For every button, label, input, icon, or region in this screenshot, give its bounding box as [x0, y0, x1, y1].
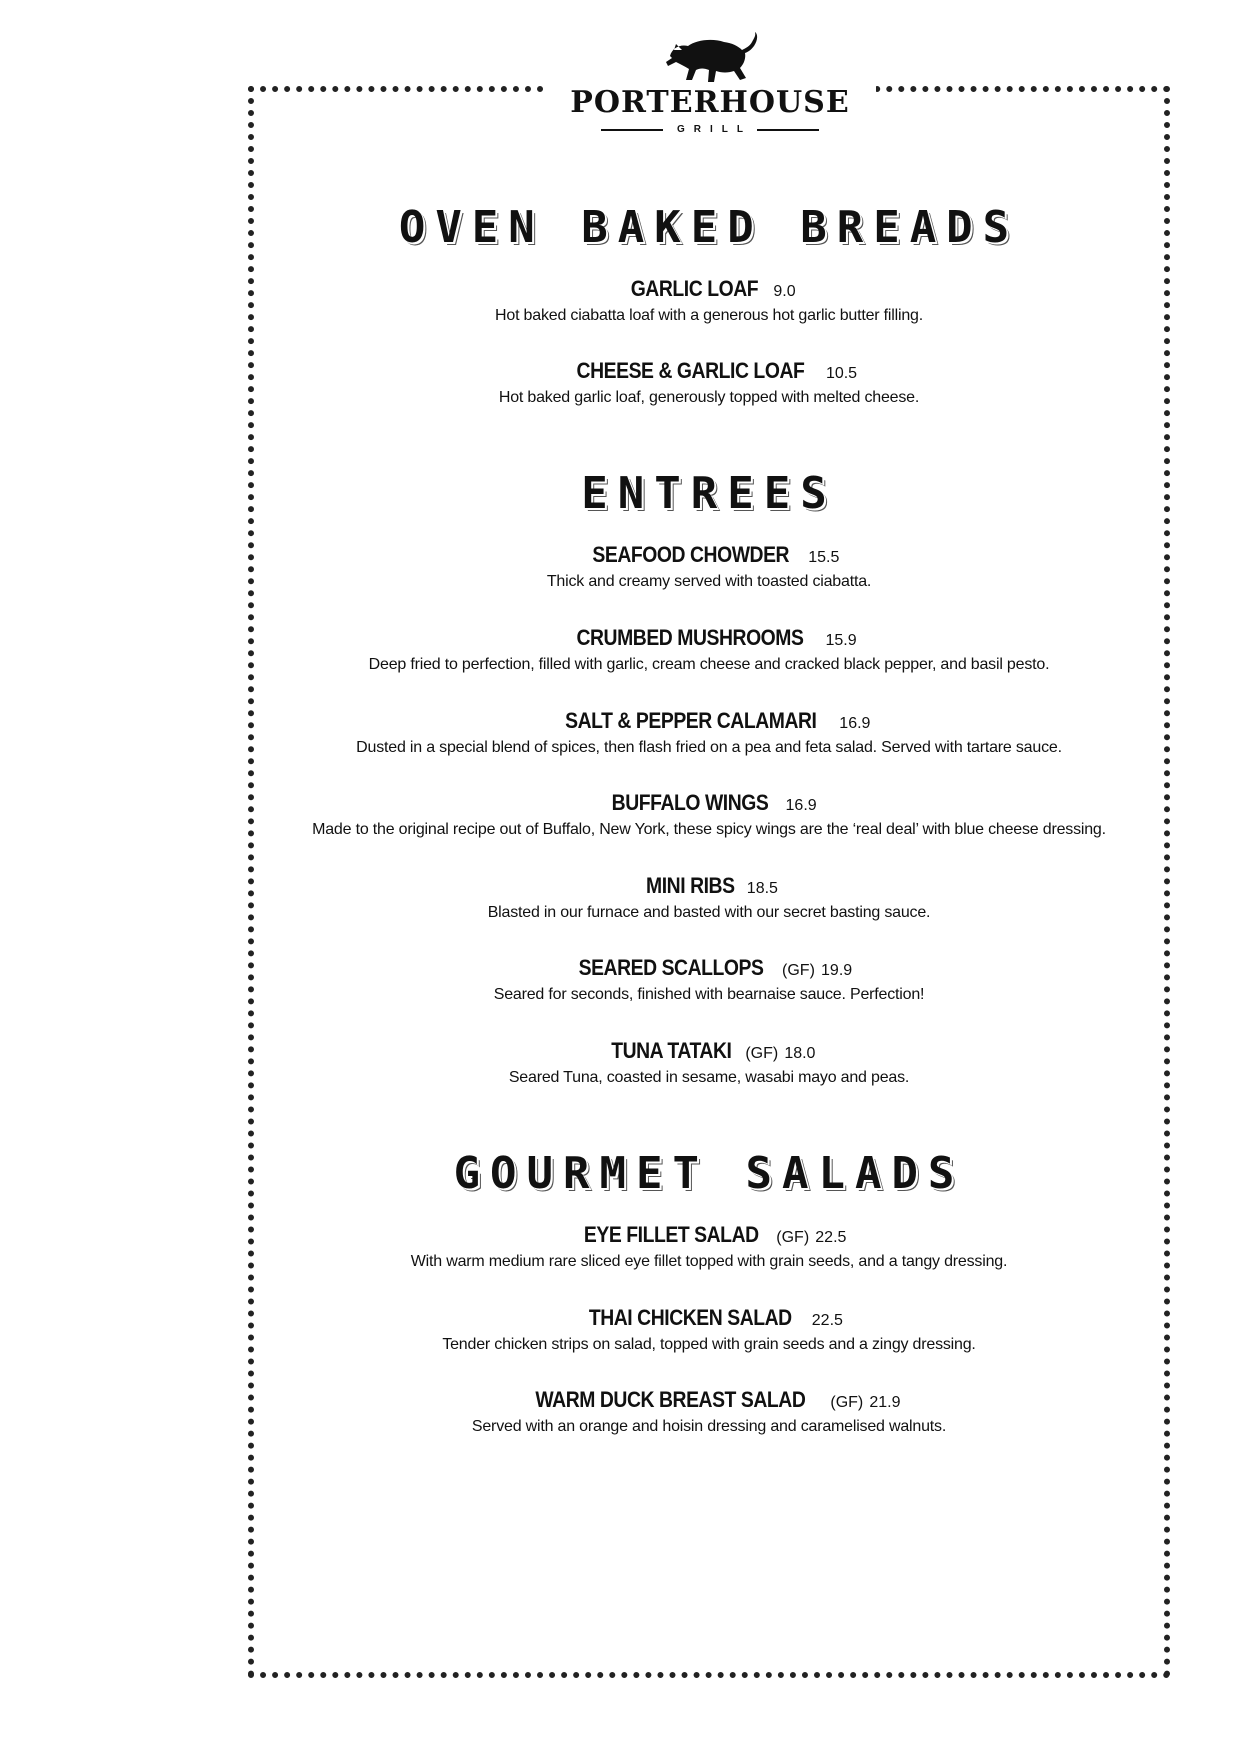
brand-subtitle — [560, 124, 860, 135]
menu-item — [248, 1222, 1170, 1273]
item-name: MINI RIBS — [646, 873, 735, 898]
item-name: EYE FILLET SALAD — [583, 1222, 759, 1247]
item-name: SEAFOOD CHOWDER — [592, 542, 789, 567]
item-name: BUFFALO WINGS — [612, 790, 769, 815]
subtitle-rule-left — [601, 129, 663, 131]
subtitle-rule-right — [757, 129, 819, 131]
menu-item — [248, 708, 1170, 759]
item-price: 22.5 — [815, 1229, 847, 1246]
item-name: SEARED SCALLOPS — [578, 955, 764, 980]
item-price: 19.9 — [821, 962, 853, 979]
item-name: TUNA TATAKI — [610, 1038, 731, 1063]
item-name: CHEESE & GARLIC LOAF — [576, 358, 805, 383]
item-description: Tender chicken strips on salad, topped with grain seeds and a zingy dressing. — [442, 1336, 976, 1353]
item-tag: (GF) — [782, 962, 815, 979]
menu-item — [248, 1038, 1170, 1089]
item-tag: (GF) — [776, 1229, 810, 1246]
brand-name: PORTERHOUSE — [570, 85, 850, 120]
item-price: 10.5 — [825, 365, 858, 382]
menu-item — [248, 1387, 1170, 1438]
item-description: Seared for seconds, finished with bearnaise sauce. Perfection! — [493, 986, 925, 1003]
item-price: 16.9 — [839, 715, 871, 732]
section-entrees — [248, 468, 1170, 519]
menu-item — [248, 790, 1170, 841]
item-price: 18.0 — [784, 1045, 816, 1062]
menu-item — [248, 873, 1170, 924]
item-description: Thick and creamy served with toasted ciabatta. — [546, 573, 872, 590]
item-description: Served with an orange and hoisin dressing and caramelised walnuts. — [471, 1418, 947, 1435]
item-tag: (GF) — [830, 1394, 864, 1411]
menu-item — [248, 1305, 1170, 1356]
item-description: Made to the original recipe out of Buffalo, New York, these spicy wings are the ‘real deal’ with blue cheese dressing. — [312, 821, 1106, 838]
menu-item — [248, 358, 1170, 409]
brand-sub-label: GRILL — [677, 124, 752, 135]
item-price: 16.9 — [785, 797, 817, 814]
item-price: 9.0 — [773, 283, 796, 300]
item-price: 18.5 — [746, 880, 778, 897]
item-name: GARLIC LOAF — [631, 276, 759, 301]
item-price: 21.9 — [869, 1394, 901, 1411]
item-description: Blasted in our furnace and basted with our secret basting sauce. — [487, 904, 931, 921]
item-description: Dusted in a special blend of spices, then flash fried on a pea and feta salad. Served with tartare sauce. — [356, 739, 1062, 756]
item-price: 15.9 — [825, 632, 857, 649]
menu-item — [248, 276, 1170, 327]
item-price: 22.5 — [811, 1312, 843, 1329]
menu-item — [248, 542, 1170, 593]
menu-item — [248, 955, 1170, 1006]
item-price: 15.5 — [808, 549, 840, 566]
item-tag: (GF) — [745, 1045, 779, 1062]
item-description: With warm medium rare sliced eye fillet topped with grain seeds, and a tangy dressing. — [410, 1253, 1008, 1270]
item-description: Hot baked garlic loaf, generously topped with melted cheese. — [498, 389, 920, 406]
item-name: THAI CHICKEN SALAD — [588, 1305, 792, 1330]
section-title: GOURMET SALADS — [453, 1148, 965, 1199]
section-gourmet-salads — [248, 1148, 1170, 1199]
brand-logo — [560, 26, 860, 156]
section-title: ENTREES — [581, 468, 837, 519]
item-description: Deep fried to perfection, filled with garlic, cream cheese and cracked black pepper, and basil pesto. — [368, 656, 1050, 673]
item-description: Hot baked ciabatta loaf with a generous hot garlic butter filling. — [495, 307, 923, 324]
section-oven-baked-breads — [248, 202, 1170, 253]
item-name: SALT & PEPPER CALAMARI — [564, 708, 817, 733]
item-description: Seared Tuna, coasted in sesame, wasabi mayo and peas. — [508, 1069, 910, 1086]
bull-icon — [662, 26, 758, 86]
menu-item — [248, 625, 1170, 676]
item-name: CRUMBED MUSHROOMS — [576, 625, 804, 650]
section-title: OVEN BAKED BREADS — [398, 202, 1020, 253]
item-name: WARM DUCK BREAST SALAD — [535, 1387, 806, 1412]
